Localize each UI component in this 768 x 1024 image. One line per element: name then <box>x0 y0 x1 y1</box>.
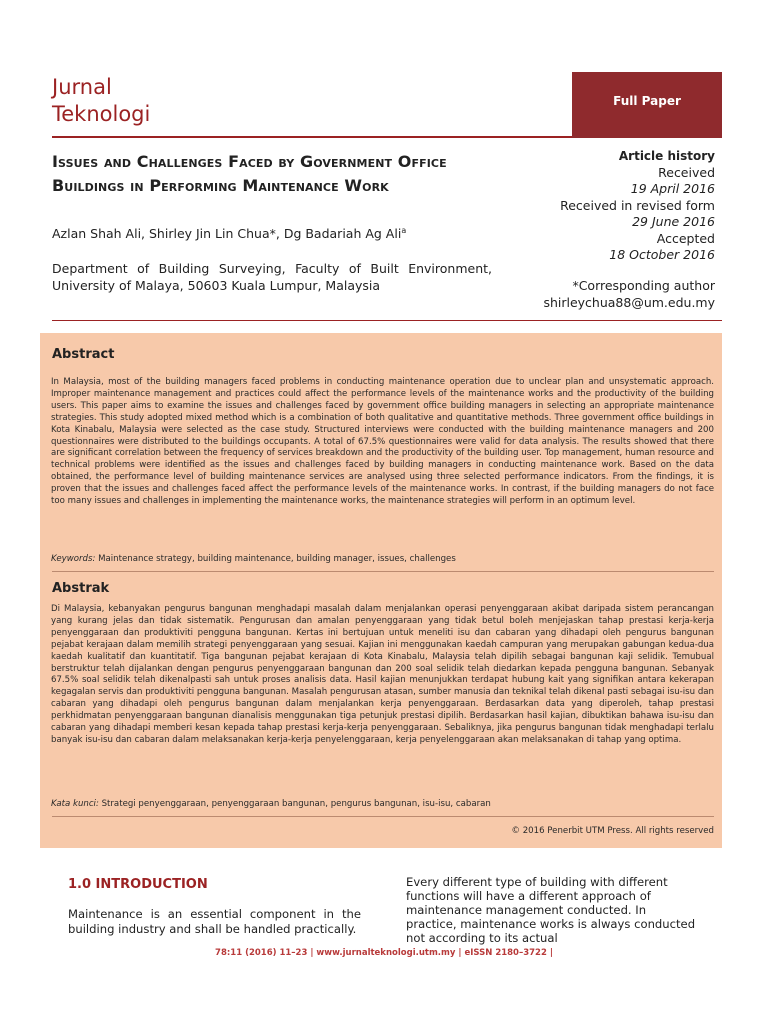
abstrak-text: Di Malaysia, kebanyakan pengurus bangunan menghadapi masalah dalam menjalankan operasi penyenggaraan akibat daripada sistem perancangan yang kurang jelas dan tidak sistematik. Pengurusan dan amalan penyenggaraan yang tidak betul boleh menjejaskan tahap prestasi kerja-kerja penyenggaraan dan produktiviti pengguna bangunan. Kertas ini bertujuan untuk meneliti isu dan cabaran yang dihadapi oleh pengurus bangunan pejabat kerajaan dalam memilih strategi penyenggaraan yang sesuai. Kajian ini menggunakan kaedah campuran yang merupakan gabungan kedua-dua kaedah kualitatif dan kuantitatif. Tiga bangunan pejabat kerajaan di Kota Kinabalu, Malaysia telah dipilih sebagai bangunan kaji selidik. Temubual berstruktur telah dijalankan dengan pengurus penyenggaraan bangunan dan 200 soal selidik telah diedarkan kepada pengguna bangunan. Sebanyak 67.5% soal selidik telah dikenalpasti sah untuk proses analisis data. Hasil kajian menunjukkan terdapat hubung kait yang signifikan antara kekerapan kegagalan servis dan produktiviti pengguna bangunan. Masalah pengurusan atasan, sumber manusia dan teknikal telah dikenal pasti sebagai isu-isu dan cabaran yang dihadapi oleh pengurus bangunan dalam menjalankan kerja penyenggaraan. Berdasarkan data yang diperoleh, tahap prestasi perkhidmatan penyenggaraan bangunan dianalisis menggunakan tiga petunjuk prestasi dipilih. Berdasarkan hasil kajian, dibuktikan bahawa isu-isu dan cabaran yang dihadapi memberi kesan kepada tahap prestasi kerja-kerja penyenggaraan. Sebaliknya, jika pengurus bangunan tidak menghadapi terlalu banyak isu-isu dan cabaran dalam melaksanakan kerja-kerja penyelenggaraan, kerja penyelenggaraan akan melaksanakan di tahap yang optima. <box>51 604 714 745</box>
abstract-heading: Abstract <box>52 347 115 362</box>
history-heading: Article history <box>618 149 715 163</box>
journal-title-line1: Jurnal <box>52 75 112 99</box>
revised-label: Received in revised form <box>560 197 715 213</box>
intro-left-column: Maintenance is an essential component in the building industry and shall be handled practically. <box>68 907 361 936</box>
abstract-divider <box>52 571 714 572</box>
keywords-label: Keywords: <box>51 554 96 564</box>
introduction-heading: 1.0 INTRODUCTION <box>68 877 208 892</box>
accepted-label: Accepted <box>656 230 715 246</box>
corresponding-email[interactable]: shirleychua88@um.edu.my <box>543 295 715 310</box>
abstract-keywords <box>51 554 456 564</box>
abstract-panel <box>40 333 722 848</box>
page-footer: 78:11 (2016) 11–23 | www.jurnalteknologi.utm.my | eISSN 2180–3722 | <box>215 948 553 958</box>
keywords-value: Maintenance strategy, building maintenance, building manager, issues, challenges <box>98 554 456 564</box>
abstrak-heading: Abstrak <box>52 581 110 596</box>
received-label: Received <box>658 164 715 180</box>
abstract-text: In Malaysia, most of the building managers faced problems in conducting maintenance operation due to unclear plan and unsystematic approach. Improper maintenance management and practices could affect the performance levels of the maintenance works and the productivity of the building users. This paper aims to examine the issues and challenges faced by government office building managers in selecting an appropriate maintenance strategies. This study adopted mixed method which is a combination of both qualitative and quantitative methods. Three government office buildings in Kota Kinabalu, Malaysia were selected as the case study. Structured interviews were conducted with the building maintenance managers and 200 questionnaires were distributed to the buildings occupants. A total of 67.5% questionnaires were valid for data analysis. The results showed that there are significant correlation between the frequency of services breakdown and the productivity of the building user. Top management, human resource and technical problems were identified as the issues and challenges faced by building managers in conducting maintenance work. Based on the data obtained, the performance level of building maintenance services are analysed using three selected performance indicators. From the findings, it is proven that the issues and challenges faced affect the performance levels of the maintenance works. In contrast, if the building managers do not face too many issues and challenges in implementing the maintenance works, the maintenance strategies will perform in an optimum level. <box>51 377 714 507</box>
full-paper-label: Full Paper <box>613 94 681 108</box>
affiliation: Department of Building Surveying, Faculty of Built Environment, University of Malaya, 50603 Kuala Lumpur, Malaysia <box>52 261 492 293</box>
paper-title-line2: Buildings in Performing Maintenance Work <box>52 176 389 195</box>
authors <box>52 226 406 241</box>
kata-kunci-label: Kata kunci: <box>51 799 99 809</box>
received-date: 19 April 2016 <box>630 181 715 196</box>
corresponding-label: *Corresponding author <box>572 278 715 293</box>
paper-title <box>52 150 532 198</box>
accepted-date: 18 October 2016 <box>609 247 715 262</box>
section-divider <box>52 320 722 321</box>
kata-kunci-value: Strategi penyenggaraan, penyenggaraan bangunan, pengurus bangunan, isu-isu, cabaran <box>101 799 491 809</box>
paper-title-line1: Issues and Challenges Faced by Government Office <box>52 152 447 171</box>
abstrak-divider <box>52 816 714 817</box>
full-paper-badge <box>572 72 722 138</box>
copyright: © 2016 Penerbit UTM Press. All rights reserved <box>511 826 714 836</box>
journal-title-line2: Teknologi <box>52 102 151 126</box>
corresponding-author <box>543 277 715 311</box>
article-history <box>515 148 715 264</box>
header-divider <box>52 136 572 138</box>
author-superscript: a <box>401 226 407 235</box>
abstrak-keywords <box>51 799 491 809</box>
revised-date: 29 June 2016 <box>632 214 715 229</box>
journal-title <box>52 74 150 128</box>
author-names: Azlan Shah Ali, Shirley Jin Lin Chua*, Dg Badariah Ag Ali <box>52 226 402 242</box>
intro-right-column: Every different type of building with different functions will have a different approach of maintenance management conducted. In practice, maintenance works is always conducted not according to its actual <box>406 875 696 945</box>
